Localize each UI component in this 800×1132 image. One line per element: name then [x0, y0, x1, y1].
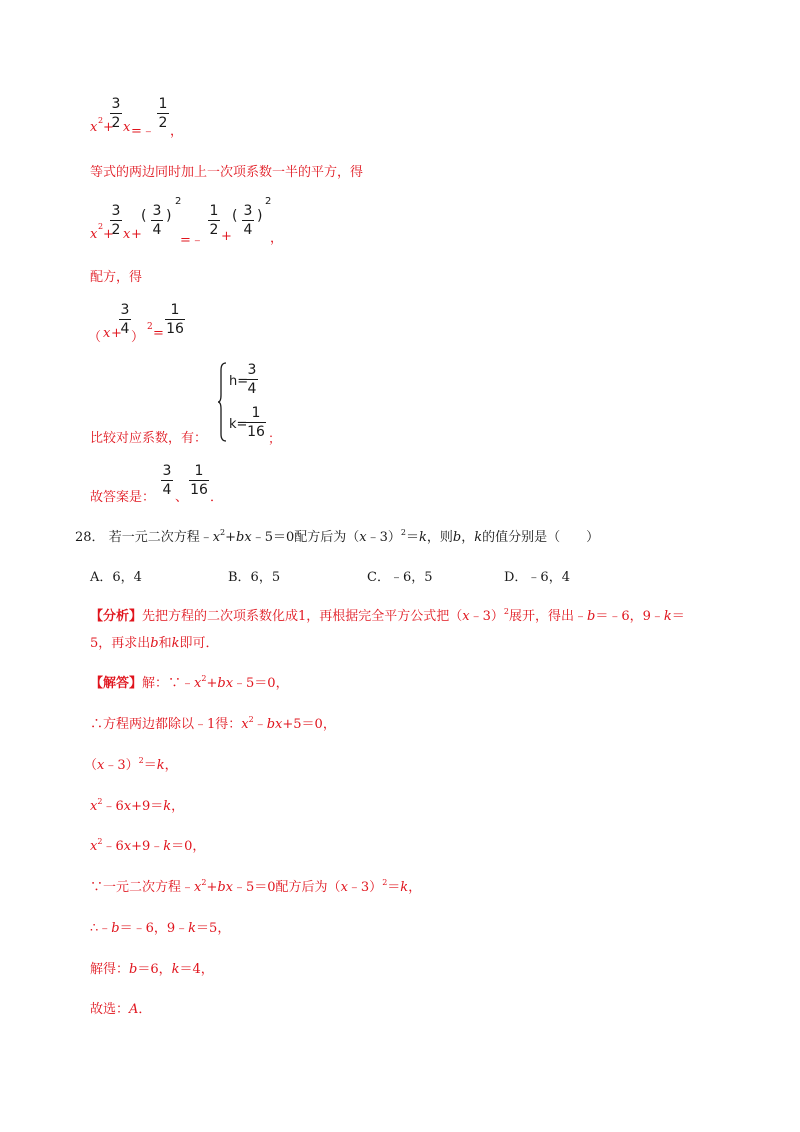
- var-x: x: [123, 227, 131, 242]
- option-a[interactable]: A．6，4: [90, 570, 142, 585]
- solution-line-7: ∴﹣b＝﹣6，9﹣k＝5，: [90, 921, 231, 936]
- option-d[interactable]: D．﹣6，4: [504, 570, 570, 585]
- equals-minus: =﹣: [180, 233, 204, 248]
- plus: +: [111, 326, 122, 341]
- question-28: 28． 若一元二次方程$﹣x^2+bx﹣5=0$配方后为（x﹣3）$^2$＝k，则b，k的值分别是（ ）: [75, 528, 600, 545]
- exponent: 2: [175, 196, 182, 207]
- fraction-1-2: 1 2: [158, 96, 168, 131]
- text-prefix: 故答案是：: [90, 490, 156, 505]
- plus: +: [221, 229, 232, 244]
- solution-tag: 【解答】: [90, 676, 143, 691]
- solution-line-5: $x^2﹣6x+9﹣k=0$，: [90, 837, 206, 854]
- var-x: x: [123, 120, 131, 135]
- var-x: x: [103, 326, 111, 341]
- period: ．: [210, 490, 224, 505]
- paren-close: ): [166, 208, 172, 224]
- comma: ，: [270, 231, 284, 246]
- k-label: k=: [229, 417, 248, 432]
- fraction-3-2: 3 2: [111, 203, 121, 238]
- paren-open: (: [232, 208, 238, 224]
- fraction-1-16: 1 16: [247, 405, 265, 440]
- solution-line-4: $x^2﹣6x+9=k$，: [90, 797, 185, 814]
- solution-line-6: ∵一元二次方程$﹣x^2+bx﹣5=0$配方后为（x﹣3）$^2$＝k，: [90, 878, 422, 895]
- plus: +: [103, 227, 114, 242]
- solution-line-1: 【解答】解：$\because﹣x^2+bx﹣5=0$，: [90, 674, 289, 691]
- fraction-3-4: 3 4: [162, 463, 172, 498]
- plus: +: [103, 120, 114, 135]
- fraction-3-4: 3 4: [120, 302, 130, 337]
- paren-close: ): [257, 208, 263, 224]
- paren-close: ）: [131, 330, 145, 345]
- separator: 、: [175, 490, 189, 505]
- fraction-1-2: 1 2: [209, 203, 219, 238]
- h-label: h=: [229, 374, 249, 389]
- var-x: x: [90, 227, 98, 242]
- solution-line-8: 解得：b＝6，k＝4，: [90, 962, 214, 977]
- solution-line-9: 故选：A．: [90, 1002, 152, 1017]
- var-x: x: [90, 120, 98, 135]
- equals: =: [153, 326, 164, 341]
- solution-line-3: （x﹣3）$^2$＝k，: [84, 756, 178, 773]
- option-c[interactable]: C．﹣6，5: [367, 570, 433, 585]
- plus: +: [131, 227, 142, 242]
- text-line: 配方，得: [90, 270, 143, 285]
- paren-open: （: [88, 330, 102, 345]
- semicolon: ；: [268, 432, 282, 447]
- exponent: 2: [147, 322, 153, 332]
- brace-icon: [217, 362, 227, 442]
- equals-minus: =﹣: [131, 124, 155, 139]
- comma: ，: [170, 124, 184, 139]
- fraction-1-16: 1 16: [190, 463, 208, 498]
- fraction-3-4: 3 4: [247, 362, 257, 397]
- option-b[interactable]: B．6，5: [228, 570, 281, 585]
- paren-open: (: [141, 208, 147, 224]
- fraction-1-16: 1 16: [166, 302, 184, 337]
- text-line: 等式的两边同时加上一次项系数一半的平方，得: [90, 165, 364, 180]
- text-prefix: 比较对应系数，有：: [90, 431, 208, 446]
- analysis-line-1: 【分析】先把方程的二次项系数化成1，再根据完全平方公式把（x﹣3）$^2$展开，得出﹣b＝﹣6，9﹣k＝: [90, 607, 685, 624]
- solution-line-2: ∴方程两边都除以﹣1得：$x^2﹣bx+5=0$，: [90, 715, 336, 732]
- fraction-3-2: 3 2: [111, 96, 121, 131]
- analysis-tag: 【分析】: [90, 609, 143, 624]
- fraction-3-4: 3 4: [152, 203, 162, 238]
- exponent: 2: [265, 196, 272, 207]
- question-number: 28．: [75, 530, 105, 545]
- analysis-line-2: 5，再求出b和k即可．: [90, 636, 219, 651]
- fraction-3-4: 3 4: [243, 203, 253, 238]
